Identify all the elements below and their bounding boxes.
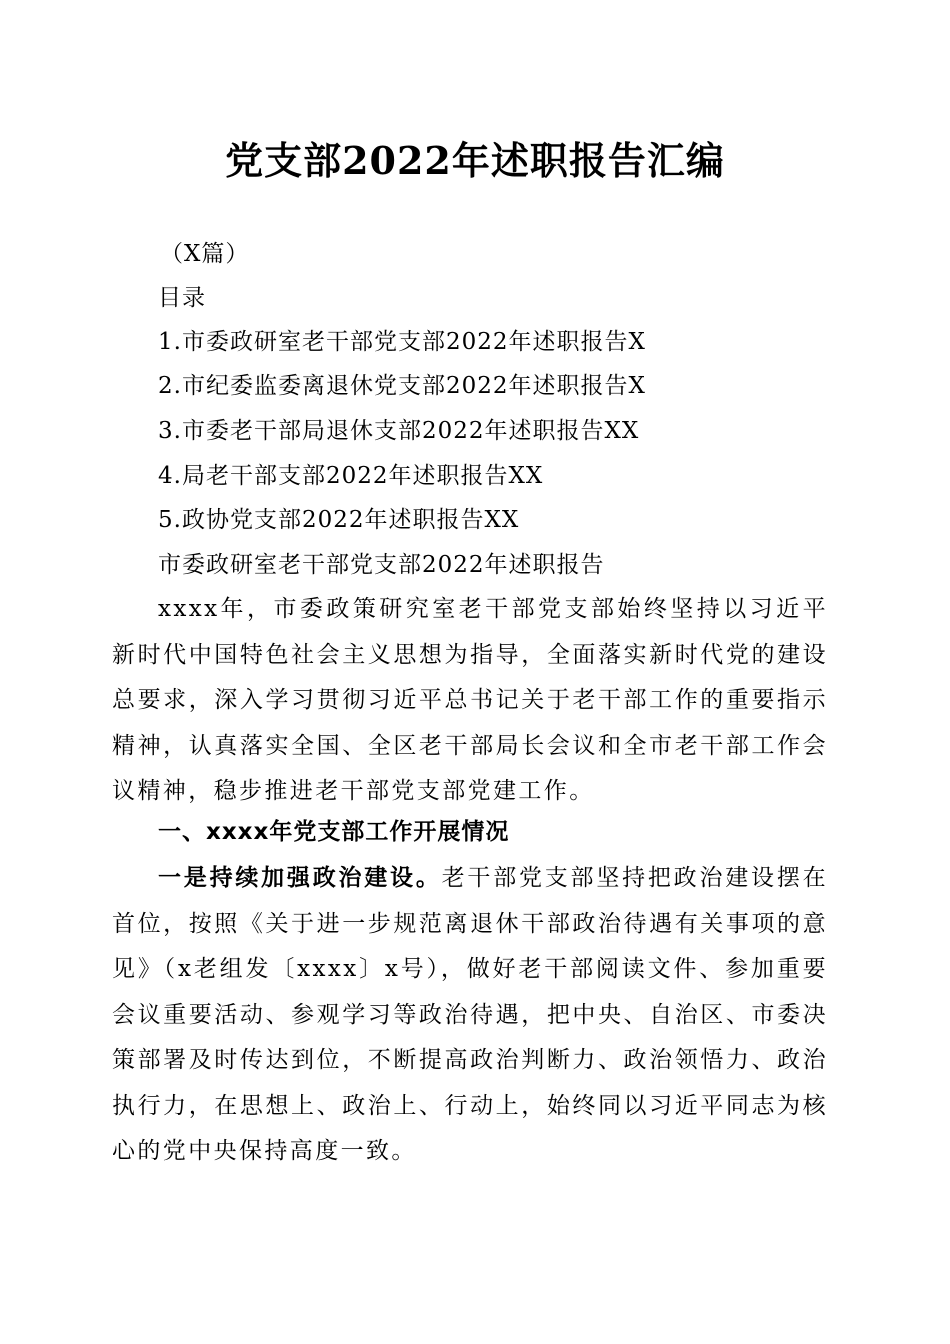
toc-item-4[interactable]: 4.局老干部支部2022年述职报告XX (158, 463, 544, 489)
document-title: 党支部2022年述职报告汇编 (225, 138, 725, 183)
article-title: 市委政研室老干部党支部2022年述职报告 (158, 552, 605, 578)
section-paragraph (112, 855, 828, 1175)
toc-item-3[interactable]: 3.市委老干部局退休支部2022年述职报告XX (158, 418, 640, 444)
toc-item-1[interactable]: 1.市委政研室老干部党支部2022年述职报告X (158, 329, 646, 355)
section-lead: 一是持续加强政治建设。 (158, 864, 442, 891)
section-body: 老干部党支部坚持把政治建设摆在首位，按照《关于进一步规范离退休干部政治待遇有关事项的意见》（x老组发〔xxxx〕x号），做好老干部阅读文件、参加重要会议重要活动、参观学习等政治待遇，把中央、自治区、市委决策部署及时传达到位，不断提高政治判断力、政治领悟力、政治执行力，在思想上、政治上、行动上，始终同以习近平同志为核心的党中央保持高度一致。 (112, 865, 828, 1164)
toc-item-2[interactable]: 2.市纪委监委离退休党支部2022年述职报告X (158, 373, 646, 399)
section-heading: 一、xxxx年党支部工作开展情况 (158, 819, 510, 845)
count-note: （X篇） (160, 241, 250, 267)
toc-item-5[interactable]: 5.政协党支部2022年述职报告XX (158, 507, 520, 533)
intro-paragraph: xxxx年，市委政策研究室老干部党支部始终坚持以习近平新时代中国特色社会主义思想为指导，全面落实新时代党的建设总要求，深入学习贯彻习近平总书记关于老干部工作的重要指示精神，认真落实全国、全区老干部局长会议和全市老干部工作会议精神，稳步推进老干部党支部党建工作。 (112, 596, 828, 804)
toc-label: 目录 (158, 285, 206, 311)
